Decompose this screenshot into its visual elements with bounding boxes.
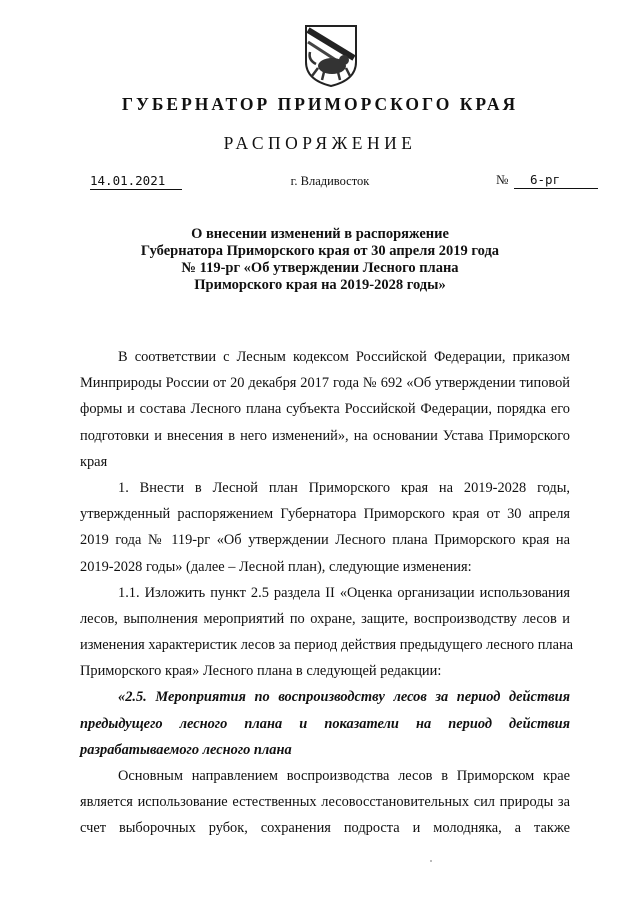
document-number-label: №	[496, 172, 509, 187]
body-line: 2019 года № 119-рг «Об утверждении Лесного плана Приморского края на	[80, 532, 570, 549]
section-heading-line: предыдущего лесного плана и показатели на период действия	[80, 715, 570, 732]
body-line: Основным направлением воспроизводства лесов в Приморском крае	[118, 768, 570, 784]
title-line: О внесении изменений в распоряжение	[191, 226, 449, 242]
title-line: Губернатора Приморского края от 30 апреля 2019 года	[140, 243, 500, 259]
authority-heading: ГУБЕРНАТОР ПРИМОРСКОГО КРАЯ	[121, 94, 519, 114]
title-line: Приморского края на 2019-2028 годы»	[194, 277, 446, 293]
body-line: счет выборочных рубок, сохранения подроста и молодняка, а также	[80, 820, 570, 837]
document-number: 6-рг	[514, 172, 598, 189]
body-line: изменения характеристик лесов за период действия предыдущего лесного плана	[80, 637, 574, 654]
scan-speck	[430, 860, 432, 862]
body-line: утвержденный распоряжением Губернатора Приморского края от 30 апреля	[80, 506, 570, 523]
body-line: является использование естественных лесовосстановительных сил природы за	[80, 794, 570, 811]
document-city: г. Владивосток	[290, 174, 370, 188]
coat-of-arms-icon	[302, 22, 360, 88]
body-line: В соответствии с Лесным кодексом Российской Федерации, приказом	[118, 349, 570, 365]
body-line: формы и состава Лесного плана субъекта Российской Федерации, порядка его	[80, 401, 570, 418]
body-line: 1.1. Изложить пункт 2.5 раздела II «Оценка организации использования	[118, 584, 570, 601]
title-line: № 119-рг «Об утверждении Лесного плана	[181, 260, 459, 276]
body-line: лесов, выполнения мероприятий по охране, защите, воспроизводству лесов и	[80, 610, 570, 627]
section-heading-line: разрабатываемого лесного плана	[80, 741, 292, 758]
document-body	[80, 344, 574, 842]
section-heading-line: «2.5. Мероприятия по воспроизводству лесов за период действия	[118, 689, 570, 706]
body-line: 2019-2028 годы» (далее – Лесной план), следующие изменения:	[80, 558, 472, 575]
body-line: подготовки и внесения в него изменений», на основании Устава Приморского	[80, 427, 570, 444]
body-line: Минприроды России от 20 декабря 2017 года № 692 «Об утверждении типовой	[80, 375, 570, 392]
body-line: 1. Внести в Лесной план Приморского края на 2019-2028 годы,	[118, 479, 570, 496]
document-title	[0, 226, 640, 294]
document-date: 14.01.2021	[90, 173, 182, 190]
document-type-heading: РАСПОРЯЖЕНИЕ	[223, 133, 417, 153]
body-line: края	[80, 453, 108, 470]
body-line: Приморского края» Лесного плана в следующей редакции:	[80, 663, 442, 680]
